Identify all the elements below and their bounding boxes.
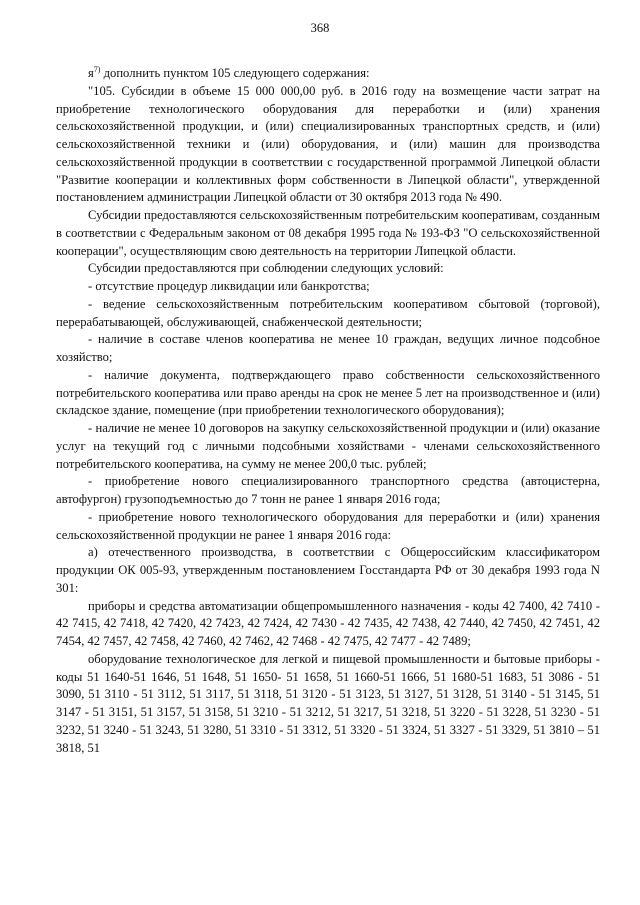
paragraph-subsidy-volume: "105. Субсидии в объеме 15 000 000,00 руб. в 2016 году на возмещение части затрат на приобретение технологического оборудования для переработки и (или) хранения сельскохозяйственной продукции, и (или) специализированных транспортных средств, и (или) сельскохозяйственной техники и (или) оборудования, и (или) машин для производства сельскохозяйственной продукции в соответствии с государственной программой Липецкой области "Развитие кооперации и коллективных форм собственности в Липецкой области", утвержденной постановлением администрации Липецкой области от 30 октября 2013 года № 490.	[56, 83, 600, 205]
codes-technological-equipment: оборудование технологическое для легкой и пищевой промышленности и бытовые приборы - коды 51 1640-51 1646, 51 1648, 51 1650- 51 1658, 51 1660-51 1666, 51 1680-51 1683, 51 3086 - 51 3090, 51 3110 - 51 3112, 51 3117, 51 3118, 51 3120 - 51 3123, 51 3127, 51 3128, 51 3140 - 51 3145, 51 3147 - 51 3151, 51 3157, 51 3158, 51 3210 - 51 3212, 51 3217, 51 3218, 51 3220 - 51 3228, 51 3230 - 51 3232, 51 3240 - 51 3243, 51 3280, 51 3310 - 51 3312, 51 3320 - 51 3324, 51 3327 - 51 3329, 51 3810 – 51 3818, 51	[56, 651, 600, 755]
codes-automation-devices: приборы и средства автоматизации общепромышленного назначения - коды 42 7400, 42 7410 - 42 7415, 42 7418, 42 7420, 42 7423, 42 7424, 42 7430 - 42 7435, 42 7438, 42 7440, 42 7450, 42 7451, 42 7454, 42 7457, 42 7458, 42 7460, 42 7462, 42 7468 - 42 7475, 42 7477 - 42 7489;	[56, 598, 600, 648]
condition-members: - наличие в составе членов кооператива не менее 10 граждан, ведущих личное подсобное хозяйство;	[56, 332, 600, 364]
paragraph-conditions-heading: Субсидии предоставляются при соблюдении следующих условий:	[88, 261, 444, 276]
condition-vehicle: - приобретение нового специализированного транспортного средства (автоцистерна, автофургон) грузоподъемностью до 7 тонн не ранее 1 января 2016 года;	[56, 474, 600, 506]
document-body	[56, 65, 600, 757]
intro-lead: я	[88, 66, 94, 80]
condition-equipment: - приобретение нового технологического оборудования для переработки и (или) хранения сельскохозяйственной продукции не ранее 1 января 2016 года:	[56, 509, 600, 542]
condition-activity: - ведение сельскохозяйственным потребительским кооперативом сбытовой (торговой), перерабатывающей, обслуживающей, снабженческой деятельности;	[56, 296, 600, 329]
amendment-intro	[56, 65, 600, 83]
clause-domestic-production: а) отечественного производства, в соответствии с Общероссийским классификатором продукции ОК 005-93, утвержденным постановлением Госстандарта РФ от 30 декабря 1993 года N 301:	[56, 545, 600, 595]
page-number: 368	[310, 21, 330, 35]
paragraph-recipients: Субсидии предоставляются сельскохозяйственным потребительским кооперативам, созданным в соответствии с Федеральным законом от 08 декабря 1995 года № 193-ФЗ "О сельскохозяйственной кооперации", осуществляющим свою деятельность на территории Липецкой области.	[56, 208, 600, 258]
intro-superscript: 7)	[93, 65, 101, 74]
condition-property-document: - наличие документа, подтверждающего право собственности сельскохозяйственного потребительского кооператива или право аренды на срок не менее 5 лет на производственное и (или) складское здание, помещение (при приобретении технологического оборудования);	[56, 367, 600, 418]
condition-contracts: - наличие не менее 10 договоров на закупку сельскохозяйственной продукции и (или) оказание услуг на текущий год с личными подсобными хозяйствами - членами сельскохозяйственного потребительского кооператива, на сумму не менее 200,0 тыс. рублей;	[56, 421, 600, 471]
intro-continuation: дополнить пунктом 105 следующего содержания:	[100, 66, 370, 80]
condition-no-liquidation: - отсутствие процедур ликвидации или банкротства;	[88, 279, 370, 293]
